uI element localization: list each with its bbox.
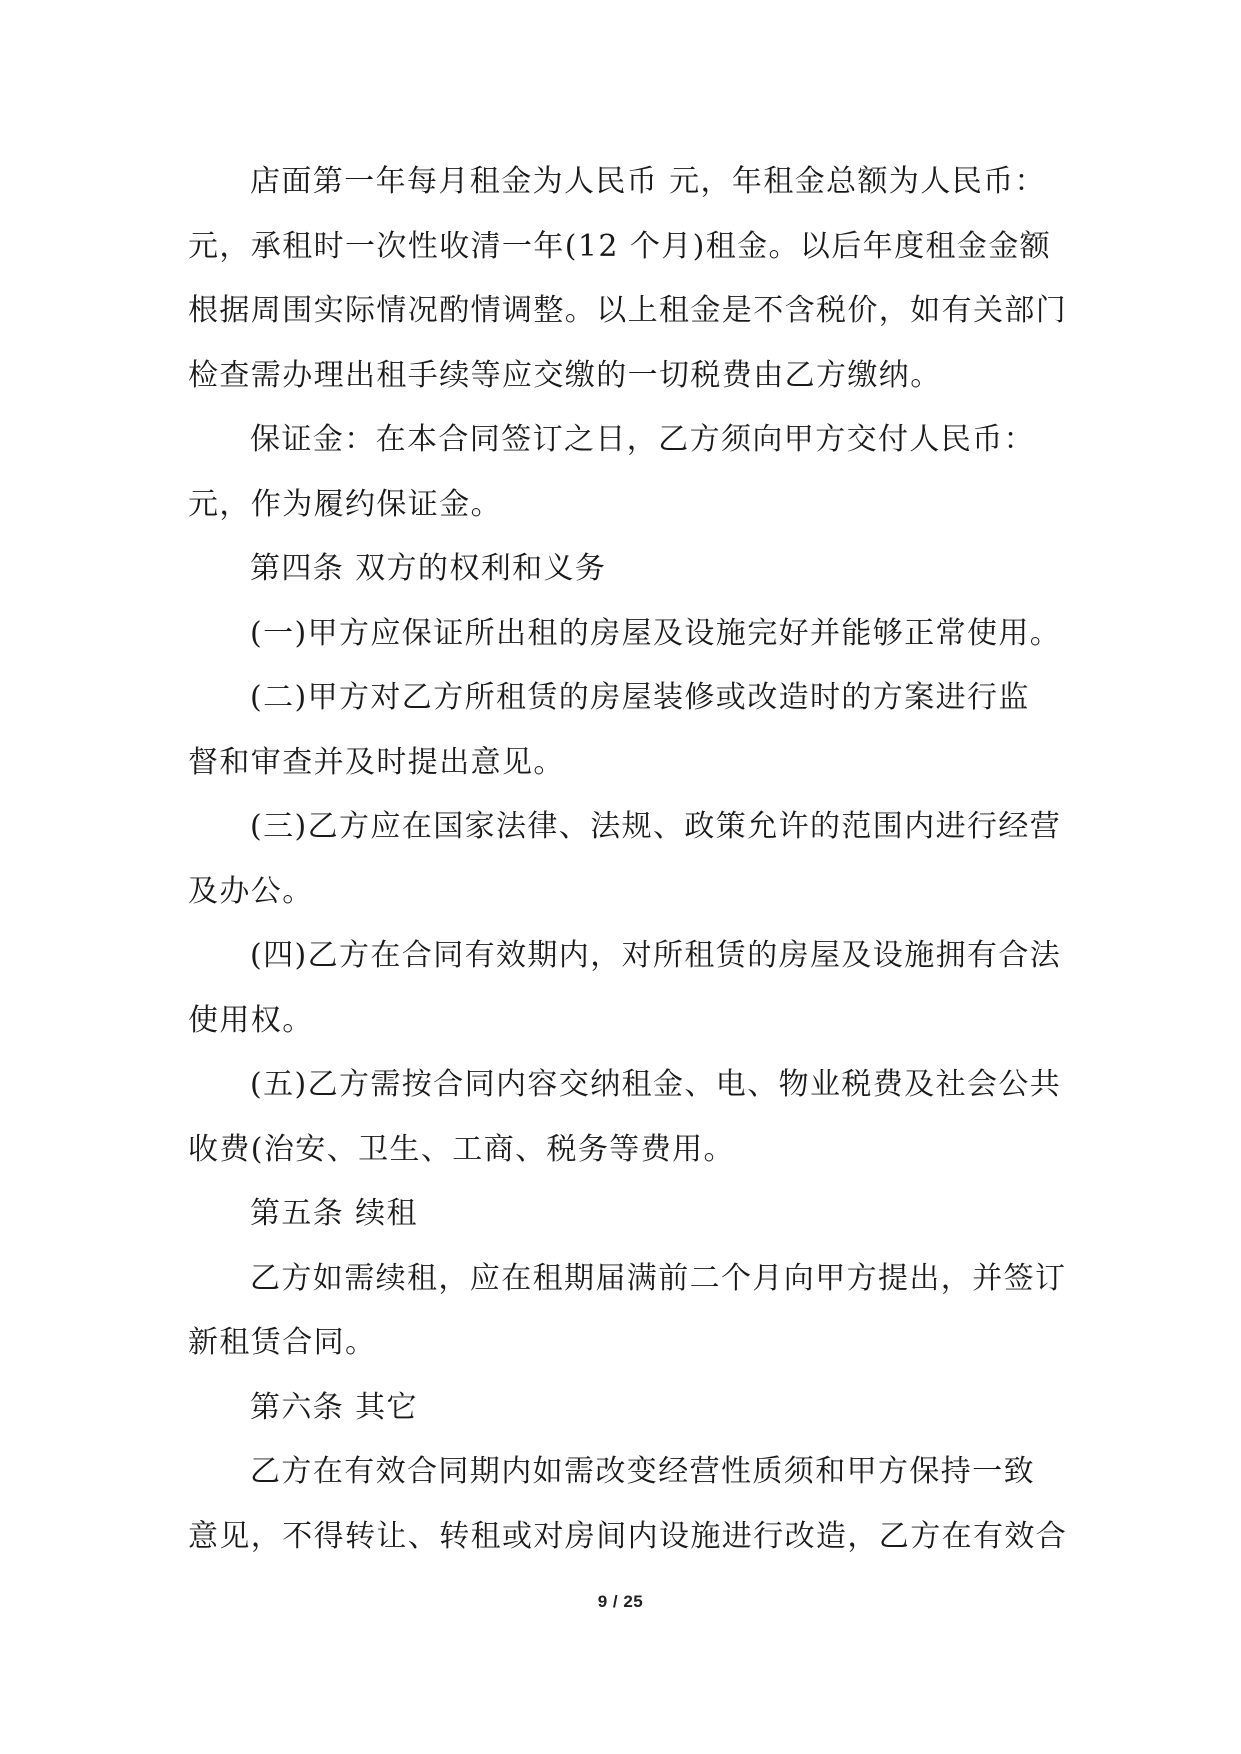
text-line: 店面第一年每月租金为人民币 元，年租金总额为人民币： bbox=[250, 164, 1046, 199]
renewal-paragraph bbox=[188, 1247, 1067, 1376]
article-four-heading bbox=[188, 537, 1048, 602]
document-body bbox=[188, 150, 1068, 1569]
text-line: 乙方在有效合同期内如需改变经营性质须和甲方保持一致 bbox=[250, 1454, 1035, 1489]
deposit-paragraph bbox=[188, 408, 1048, 537]
text-line: (四)乙方在合同有效期内，对所租赁的房屋及设施拥有合法 bbox=[250, 938, 1062, 973]
text-line: 根据周围实际情况酌情调整。以上租金是不含税价，如有关部门 bbox=[188, 293, 1068, 328]
text-line: (五)乙方需按合同内容交纳租金、电、物业税费及社会公共 bbox=[250, 1067, 1062, 1102]
text-line: 保证金：在本合同签订之日，乙方须向甲方交付人民币： bbox=[250, 422, 1035, 457]
article-six-heading bbox=[188, 1376, 1048, 1441]
text-line: 使用权。 bbox=[188, 1002, 314, 1038]
other-paragraph bbox=[188, 1440, 1068, 1569]
text-line: (三)乙方应在国家法律、法规、政策允许的范围内进行经营 bbox=[250, 809, 1062, 844]
page-number: 9 / 25 bbox=[597, 1592, 644, 1611]
article-five-heading bbox=[188, 1182, 1048, 1247]
text-line: 督和审查并及时提出意见。 bbox=[188, 744, 565, 780]
text-line: 收费(治安、卫生、工商、税务等费用。 bbox=[188, 1131, 735, 1167]
text-line: 元，承租时一次性收清一年(12 个月)租金。以后年度租金金额 bbox=[188, 228, 1052, 264]
text-line: 检查需办理出租手续等应交缴的一切税费由乙方缴纳。 bbox=[188, 357, 942, 393]
section-heading: 第四条 双方的权利和义务 bbox=[250, 551, 607, 586]
rent-paragraph bbox=[188, 150, 1068, 408]
text-line: 元，作为履约保证金。 bbox=[188, 486, 502, 522]
clause-five bbox=[188, 1053, 1062, 1182]
clause-four bbox=[188, 924, 1062, 1053]
text-line: 新租赁合同。 bbox=[188, 1325, 377, 1360]
clause-two bbox=[188, 666, 1048, 795]
text-line: 及办公。 bbox=[188, 873, 314, 909]
clause-three bbox=[188, 795, 1062, 924]
text-line: (二)甲方对乙方所租赁的房屋装修或改造时的方案进行监 bbox=[250, 680, 1030, 715]
text-line: 意见，不得转让、转租或对房间内设施进行改造，乙方在有效合 bbox=[188, 1518, 1068, 1554]
text-line: 乙方如需续租，应在租期届满前二个月向甲方提出，并签订 bbox=[250, 1260, 1067, 1296]
section-heading: 第六条 其它 bbox=[250, 1389, 418, 1425]
section-heading: 第五条 续租 bbox=[250, 1196, 418, 1231]
clause-one bbox=[188, 602, 1062, 667]
text-line: (一)甲方应保证所出租的房屋及设施完好并能够正常使用。 bbox=[250, 615, 1062, 651]
